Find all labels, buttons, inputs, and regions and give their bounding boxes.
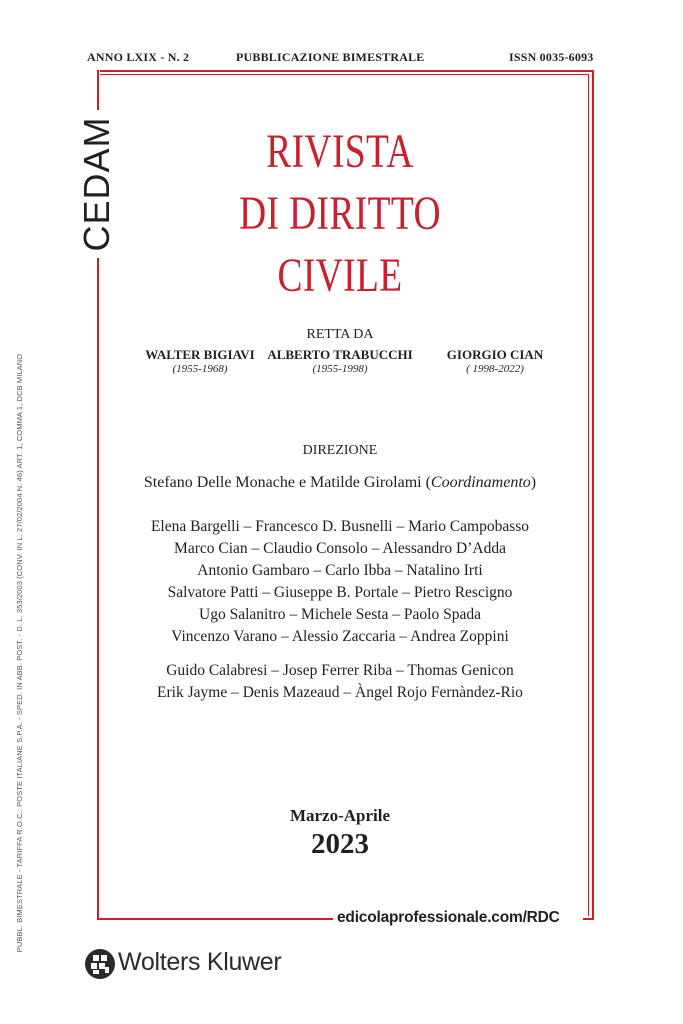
issn: ISSN 0035-6093 [509,50,594,64]
coordinators [90,474,590,492]
title-line-2: DI DIRITTO [239,187,441,240]
board-line: Salvatore Patti – Giuseppe B. Portale – Pietro Rescigno [167,584,513,601]
direction-label: DIREZIONE [302,443,378,458]
founder-name: ALBERTO TRABUCCHI [267,347,413,362]
frame-top-inner [100,74,588,75]
founder-name: WALTER BIGIAVI [145,347,255,362]
frame-right-inner [588,74,589,916]
editorial-board [90,516,590,648]
founder-years: (1955-1968) [172,363,228,375]
frame-bottom-left [97,918,333,920]
directed-by-label: RETTA DA [306,327,374,342]
founder-name: GIORGIO CIAN [446,347,544,362]
coordinators-role: Coordinamento [430,474,531,491]
founder-3 [415,347,575,375]
issue-number: ANNO LXIX - N. 2 [87,50,190,64]
founders-row [120,347,580,381]
wolters-kluwer-logo [84,948,324,980]
postal-info-sidebar: PUBBL. BIMESTRALE - TARIFFA R.O.C.: POSTE ITALIANE S.P.A. - SPED. IN ABB. POST. - D. L. 353/2003 (CONV. IN L. 27/02/2004 N. 46) ART. 1, COMMA 1, DCB MILANO [15,353,24,953]
board-line: Guido Calabresi – Josep Ferrer Riba – Thomas Genicon [166,662,514,679]
founder-2 [260,347,420,375]
title-line-1: RIVISTA [266,125,414,178]
website-url[interactable]: edicolaprofessionale.com/RDC [337,909,560,926]
international-board [90,660,590,704]
board-line: Elena Bargelli – Francesco D. Busnelli – Mario Campobasso [150,518,530,535]
coordinators-close: ) [530,474,537,491]
founder-1 [120,347,280,375]
board-line: Vincenzo Varano – Alessio Zaccaria – Andrea Zoppini [171,628,509,645]
frame-left-upper [97,70,99,110]
board-line: Ugo Salanitro – Michele Sesta – Paolo Spada [199,606,481,623]
cedam-publisher-mark: CEDAM [76,116,117,252]
founder-years: ( 1998-2022) [466,363,524,375]
issue-period: Marzo-Aprile [289,806,391,825]
founder-years: (1955-1998) [312,363,368,375]
wolters-kluwer-wordmark: Wolters Kluwer [118,948,282,976]
coordinators-names: Stefano Delle Monache e Matilde Girolami ( [143,474,431,491]
issue-year: 2023 [311,828,369,860]
wolters-kluwer-icon [84,948,116,980]
frame-top [100,70,592,72]
board-line: Erik Jayme – Denis Mazeaud – Àngel Rojo Fernàndez-Rio [157,684,523,701]
board-line: Antonio Gambaro – Carlo Ibba – Natalino Irti [197,562,483,579]
frame-bottom-right [583,918,594,920]
title-line-3: CIVILE [277,249,403,302]
publication-type: PUBBLICAZIONE BIMESTRALE [236,50,425,64]
board-line: Marco Cian – Claudio Consolo – Alessandro D’Adda [174,540,506,557]
frame-right [592,70,594,920]
